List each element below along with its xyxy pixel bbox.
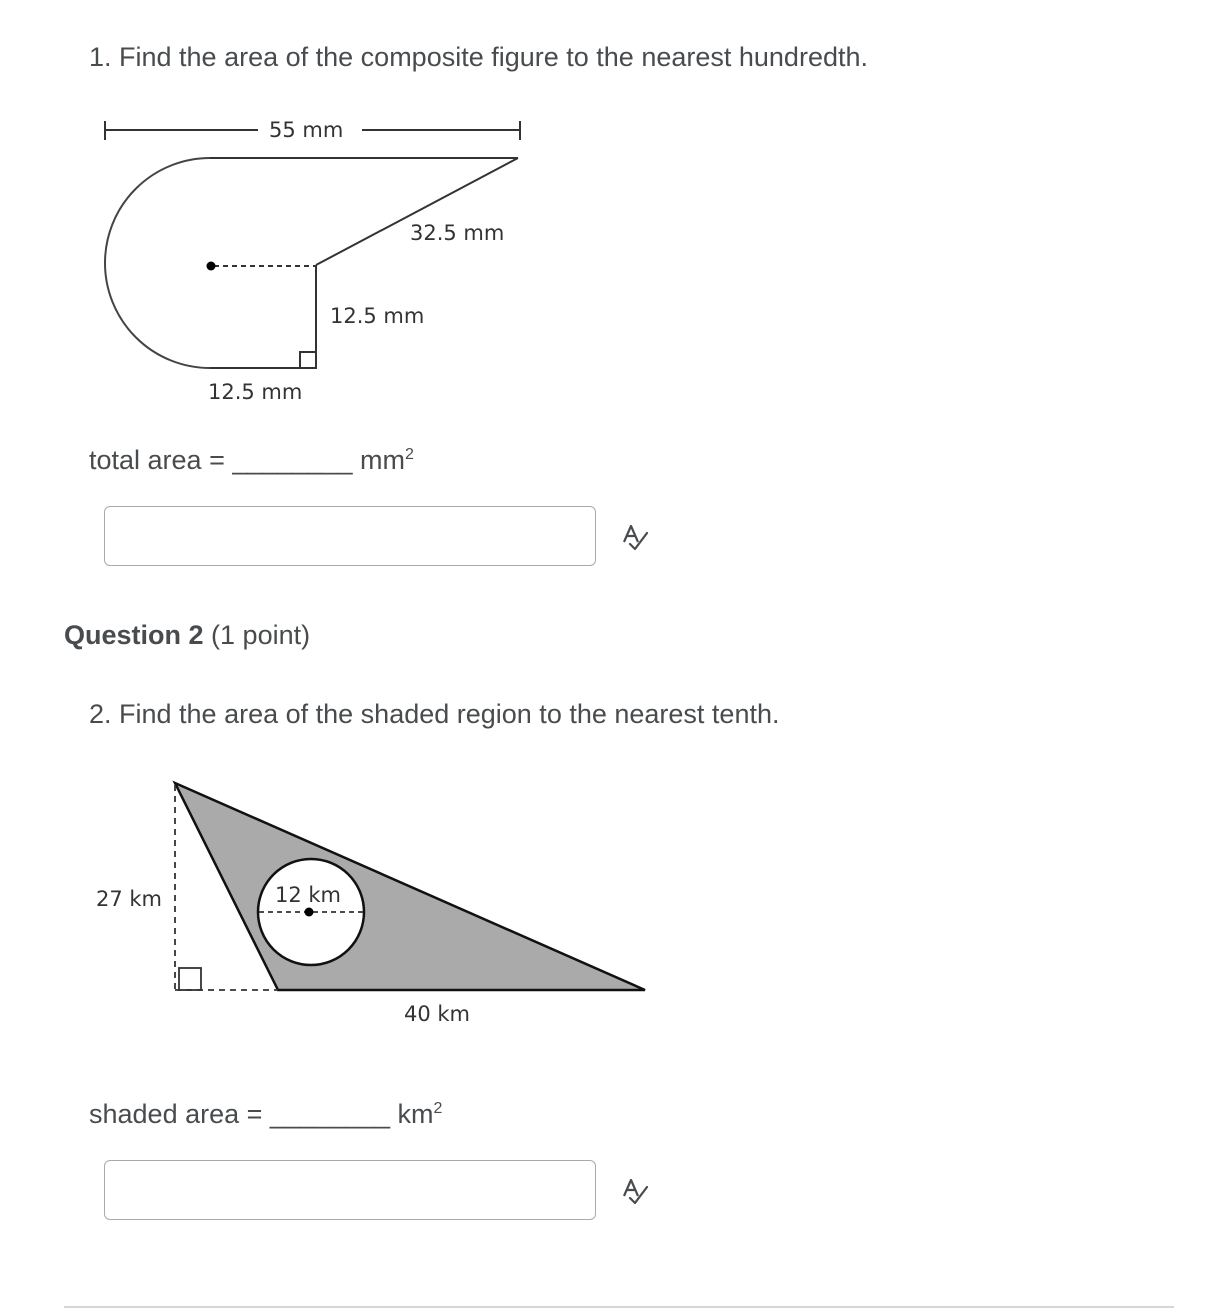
shaded-area-prefix: shaded area = ________	[89, 1099, 398, 1129]
label-bottom: 12.5 mm	[208, 380, 303, 404]
label-vertical: 12.5 mm	[330, 304, 425, 328]
shaded-area-unit: km	[397, 1099, 434, 1129]
total-area-answer-input[interactable]	[104, 506, 596, 566]
right-angle-marker	[300, 352, 316, 368]
right-angle-marker-2	[179, 968, 201, 990]
question-2-header	[64, 620, 310, 651]
shaded-area-unit-exponent: 2	[433, 1100, 443, 1117]
question-2-points: (1 point)	[211, 620, 311, 650]
section-divider	[64, 1306, 1174, 1308]
shaded-triangle-figure	[90, 770, 660, 1030]
question-1-prompt: 1. Find the area of the composite figure to the nearest hundredth.	[89, 42, 868, 72]
question-2-title: Question 2	[64, 620, 204, 650]
label-slant: 32.5 mm	[410, 221, 505, 245]
semicircle-arc	[105, 158, 210, 368]
shaded-triangle	[175, 783, 645, 990]
center-point	[207, 262, 216, 271]
total-area-unit-exponent: 2	[404, 446, 414, 463]
total-area-prefix: total area = ________	[89, 445, 360, 475]
label-top: 55 mm	[269, 118, 344, 142]
circle-center-point	[305, 908, 314, 917]
slant-edge	[316, 158, 518, 265]
total-area-unit: mm	[359, 445, 405, 475]
total-area-statement	[89, 445, 414, 476]
spellcheck-icon[interactable]	[620, 1176, 650, 1206]
label-height: 27 km	[96, 887, 163, 911]
composite-figure	[90, 105, 550, 415]
label-diameter: 12 km	[275, 883, 342, 907]
spellcheck-icon[interactable]	[620, 522, 650, 552]
question-2-prompt: 2. Find the area of the shaded region to the nearest tenth.	[89, 699, 780, 729]
shaded-area-answer-input[interactable]	[104, 1160, 596, 1220]
label-base: 40 km	[404, 1002, 471, 1026]
shaded-area-statement	[89, 1099, 442, 1130]
